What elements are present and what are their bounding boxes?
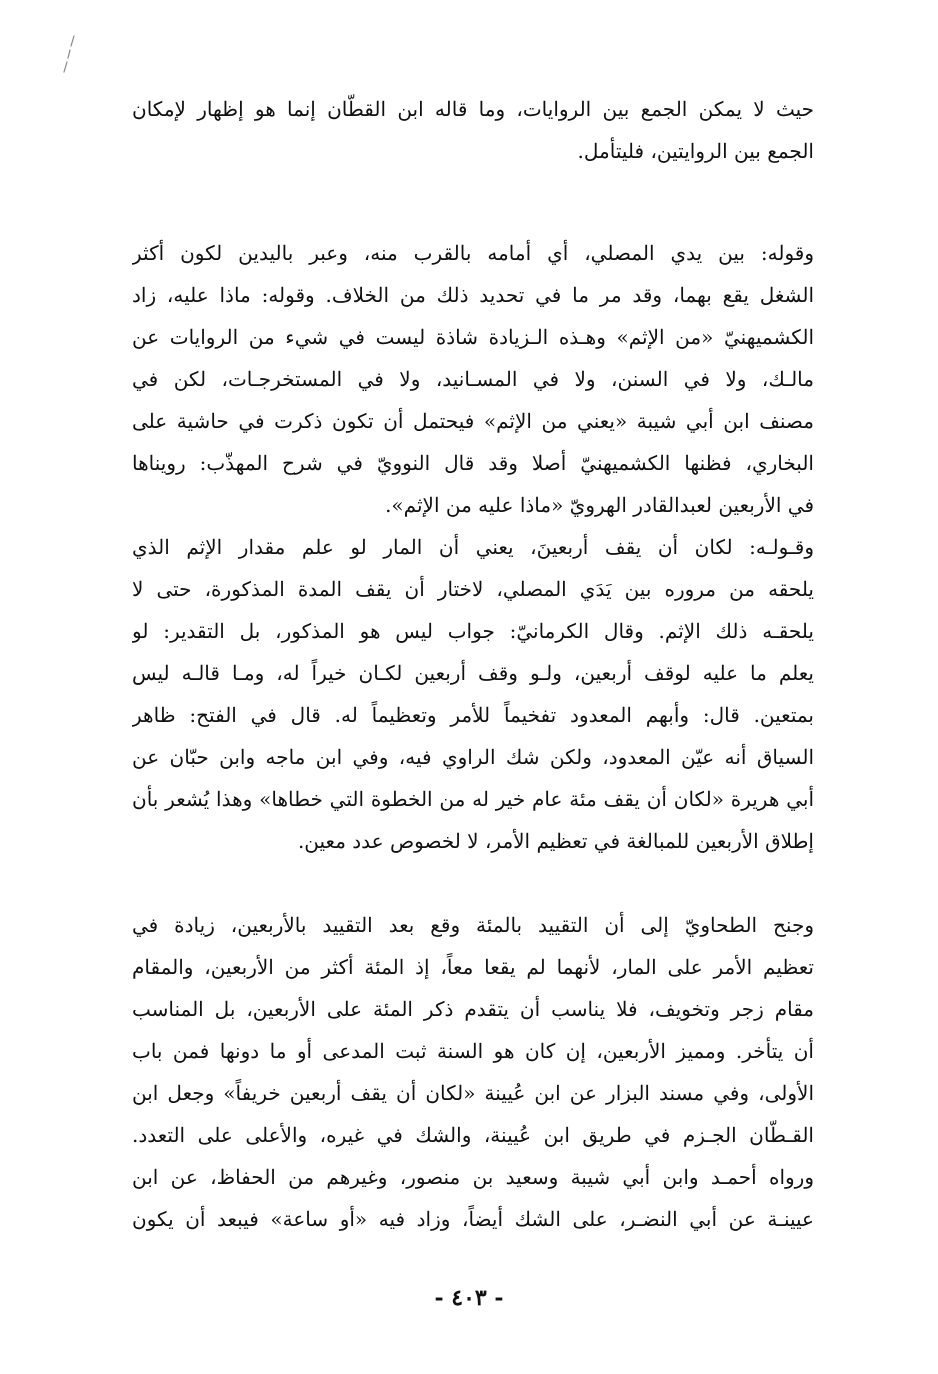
margin-pencil-mark xyxy=(58,34,80,74)
text-line: تعظيم الأمر على المار، لأنهما لم يقعا معاً، إذ المئة أكثر من الأربعين، والمقام xyxy=(132,955,814,979)
text-line: يعلم ما عليه لوقف أربعين، ولـو وقف أربعين لكـان خيراً له، ومـا قالـه ليس xyxy=(132,661,814,685)
text-line: وقوله: بين يدي المصلي، أي أمامه بالقرب منه، وعبر باليدين لكون أكثر xyxy=(132,241,814,265)
text-line: الأولى، وفي مسند البزار عن ابن عُيينة «لكان أن يقف أربعين خريفاً» وجعل ابن xyxy=(132,1081,814,1105)
text-line: إطلاق الأربعين للمبالغة في تعظيم الأمر، لا لخصوص عدد معين. xyxy=(297,829,814,853)
text-line: ورواه أحمـد وابن أبي شيبة وسعيد بن منصور، وغيرهم من الحفاظ، عن ابن xyxy=(132,1165,814,1189)
text-line: الكشميهنيّ «من الإثم» وهـذه الـزيادة شاذة ليست في شيء من الروايات عن xyxy=(132,325,814,349)
text-line: القـطّان الجـزم في طريق ابن عُيينة، والشك في غيره، والأعلى على التعدد. xyxy=(132,1123,814,1147)
text-line: أبي هريرة «لكان أن يقف مئة عام خير له من الخطوة التي خطاها» وهذا يُشعر بأن xyxy=(132,787,814,811)
text-line: البخاري، فظنها الكشميهنيّ أصلا وقد قال النوويّ في شرح المهذّب: رويناها xyxy=(132,451,814,475)
paragraph-3 xyxy=(132,526,814,862)
text-line: عيينـة عن أبي النضـر، على الشك أيضاً، وزاد فيه «أو ساعة» فيبعد أن يكون xyxy=(132,1207,814,1231)
text-line: الجمع بين الروايتين، فليتأمل. xyxy=(577,139,814,163)
text-line: حيث لا يمكن الجمع بين الروايات، وما قاله ابن القطّان إنما هو إظهار لإمكان xyxy=(132,97,814,121)
text-line: السياق أنه عيّن المعدود، ولكن شك الراوي فيه، وفي ابن ماجه وابن حبّان عن xyxy=(132,745,814,769)
paragraph-2 xyxy=(132,232,814,526)
paragraph-1 xyxy=(132,88,814,172)
text-line: في الأربعين لعبدالقادر الهرويّ «ماذا عليه من الإثم». xyxy=(385,493,814,517)
text-line: مقام زجر وتخويف، فلا يناسب أن يتقدم ذكر المئة على الأربعين، بل المناسب xyxy=(132,997,814,1021)
text-line: وقـولـه: لكان أن يقف أربعينَ، يعني أن المار لو علم مقدار الإثم الذي xyxy=(132,535,814,559)
text-line: يلحقه من مروره بين يَدَي المصلي، لاختار أن يقف المدة المذكورة، حتى لا xyxy=(132,577,814,601)
text-line: يلحقـه ذلك الإثم. وقال الكرمانيّ: جواب ليس هو المذكور، بل التقدير: لو xyxy=(132,619,814,643)
paragraph-4 xyxy=(132,904,814,1240)
text-line: وجنح الطحاويّ إلى أن التقييد بالمئة وقع بعد التقييد بالأربعين، زيادة في xyxy=(132,913,814,937)
text-line: مالـك، ولا في السنن، ولا في المسـانيد، ولا في المستخرجـات، لكن في xyxy=(132,367,814,391)
text-line: أن يتأخر. ومميز الأربعين، إن كان هو السنة ثبت المدعى أو ما دونها فمن باب xyxy=(132,1039,814,1063)
text-line: الشغل يقع بهما، وقد مر ما في تحديد ذلك من الخلاف. وقوله: ماذا عليه، زاد xyxy=(132,283,814,307)
page-number: - ٤٠٣ - xyxy=(434,1285,504,1311)
text-line: مصنف ابن أبي شيبة «يعني من الإثم» فيحتمل أن تكون ذكرت في حاشية على xyxy=(132,409,814,433)
text-line: بمتعين. قال: وأبهم المعدود تفخيماً للأمر وتعظيماً له. قال في الفتح: ظاهر xyxy=(132,703,814,727)
